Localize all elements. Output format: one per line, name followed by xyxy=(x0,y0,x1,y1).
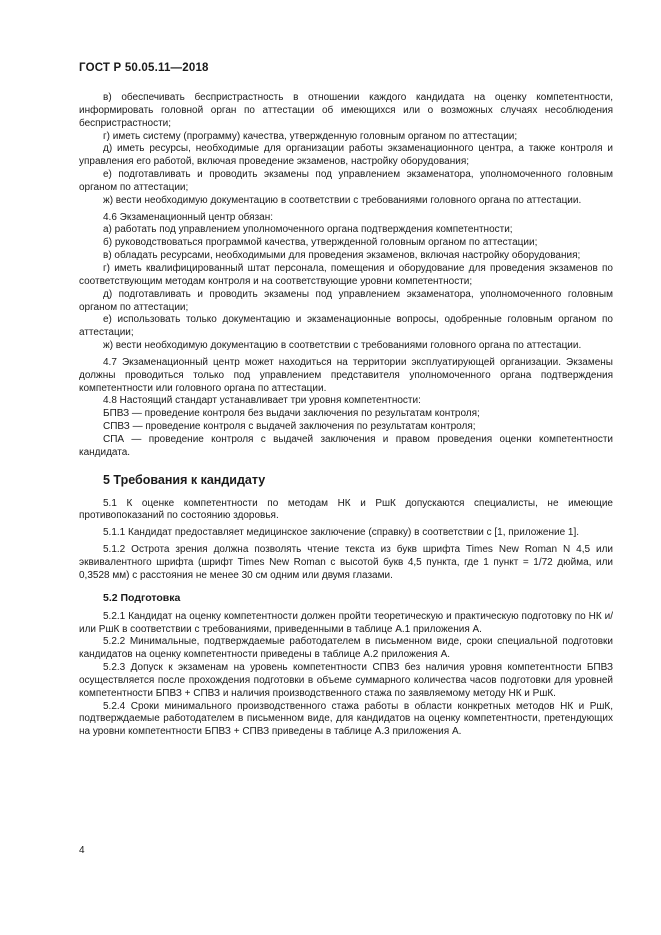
paragraph-item-e: е) подготавливать и проводить экзамены под управлением экзаменатора, уполномоченного головным органом по аттестации; xyxy=(79,169,613,193)
page-number: 4 xyxy=(79,845,85,856)
section-5-2-title: 5.2 Подготовка xyxy=(103,591,181,604)
paragraph-item-v: в) обеспечивать беспристрастность в отношении каждого кандидата на оценку компетентности, информировать головной орган по аттестации об имеющихся или о возможных случаях несоблюдения беспристрастности; xyxy=(79,92,613,129)
clause-4-6-v: в) обладать ресурсами, необходимыми для проведения экзаменов, включая настройку оборудования; xyxy=(103,250,581,262)
clause-5-2-1: 5.2.1 Кандидат на оценку компетентности должен пройти теоретическую и практическую подготовку по НК и/или РшК в соответствии с требованиями, приведенными в таблице А.1 приложения А. xyxy=(79,610,613,635)
clause-5-2-2: 5.2.2 Минимальные, подтверждаемые работодателем в письменном виде, сроки специальной подготовки кандидатов на оценку компетентности приведены в таблице А.2 приложения А. xyxy=(79,636,613,661)
clause-4-6-e: е) использовать только документацию и экзаменационные вопросы, одобренные головным органом по аттестации; xyxy=(79,314,613,339)
clause-4-6: 4.6 Экзаменационный центр обязан: xyxy=(103,211,274,223)
paragraph-item-zh: ж) вести необходимую документацию в соответствии с требованиями головного органа по аттестации. xyxy=(103,194,582,206)
clause-4-6-g: г) иметь квалифицированный штат персонала, помещения и оборудование для проведения экзаменов по соответствующим методам контроля и на соответствующие уровни компетентности; xyxy=(79,262,613,287)
clause-5-1-2: 5.1.2 Острота зрения должна позволять чтение текста из букв шрифта Times New Roman N 4,5 или эквивалентного шрифта (шрифт Times New Roman с высотой букв 4,5 пункта, где 1 пункт = 1/72 дюйма, или 0,3528 мм) с расстояния не менее 30 см одним или двумя глазами. xyxy=(79,544,613,581)
clause-5-2-3: 5.2.3 Допуск к экзаменам на уровень компетентности СПВЗ без наличия уровня компетентности БПВЗ осуществляется после прохождения подготовки в объеме суммарного количества часов подготовки для уровней компетентности БПВЗ + СПВЗ и наличия производственного стажа по заявляемому методу НК и РшК. xyxy=(79,662,613,699)
clause-4-7: 4.7 Экзаменационный центр может находиться на территории эксплуатирующей организации. Экзамены должны проводиться только под управлением представителя уполномоченного органа подтверждения компетентности или головного органа по аттестации. xyxy=(79,356,613,394)
clause-4-6-b: б) руководствоваться программой качества, утвержденной головным органом по аттестации; xyxy=(103,237,538,249)
level-bpvz: БПВЗ — проведение контроля без выдачи заключения по результатам контроля; xyxy=(103,408,480,420)
document-header: ГОСТ Р 50.05.11—2018 xyxy=(79,62,209,74)
clause-5-1-1: 5.1.1 Кандидат предоставляет медицинское заключение (справку) в соответствии с [1, приложение 1]. xyxy=(103,527,580,539)
clause-5-2-4: 5.2.4 Сроки минимального производственного стажа работы в области конкретных методов НК и РшК, подтверждаемые работодателем в письменном виде, для кандидатов на оценку компетентности, претендующих на уровни компетентности БПВЗ + СПВЗ приведены в таблице А.3 приложения А. xyxy=(79,700,613,738)
clause-4-6-a: а) работать под управлением уполномоченного органа подтверждения компетентности; xyxy=(103,224,513,236)
clause-4-6-zh: ж) вести необходимую документацию в соответствии с требованиями головного органа по аттестации. xyxy=(103,340,582,352)
document-body xyxy=(79,92,613,739)
level-spvz: СПВЗ — проведение контроля с выдачей заключения по результатам контроля; xyxy=(103,421,476,433)
paragraph-item-d: д) иметь ресурсы, необходимые для организации работы экзаменационного центра, а также контроля и управления его работой, включая проведение экзаменов, настройку оборудования; xyxy=(79,143,613,168)
clause-4-6-d: д) подготавливать и проводить экзамены под управлением экзаменатора, уполномоченного головным органом по аттестации; xyxy=(79,288,613,313)
level-spa: СПА — проведение контроля с выдачей заключения и правом проведения оценки компетентности кандидата. xyxy=(79,433,613,458)
paragraph-item-g: г) иметь систему (программу) качества, утвержденную головным органом по аттестации; xyxy=(103,130,518,142)
clause-5-1: 5.1 К оценке компетентности по методам НК и РшК допускаются специалисты, не имеющие противопоказаний по состоянию здоровья. xyxy=(79,497,613,522)
clause-4-8: 4.8 Настоящий стандарт устанавливает три уровня компетентности: xyxy=(103,395,421,407)
section-5-title: 5 Требования к кандидату xyxy=(103,472,266,487)
